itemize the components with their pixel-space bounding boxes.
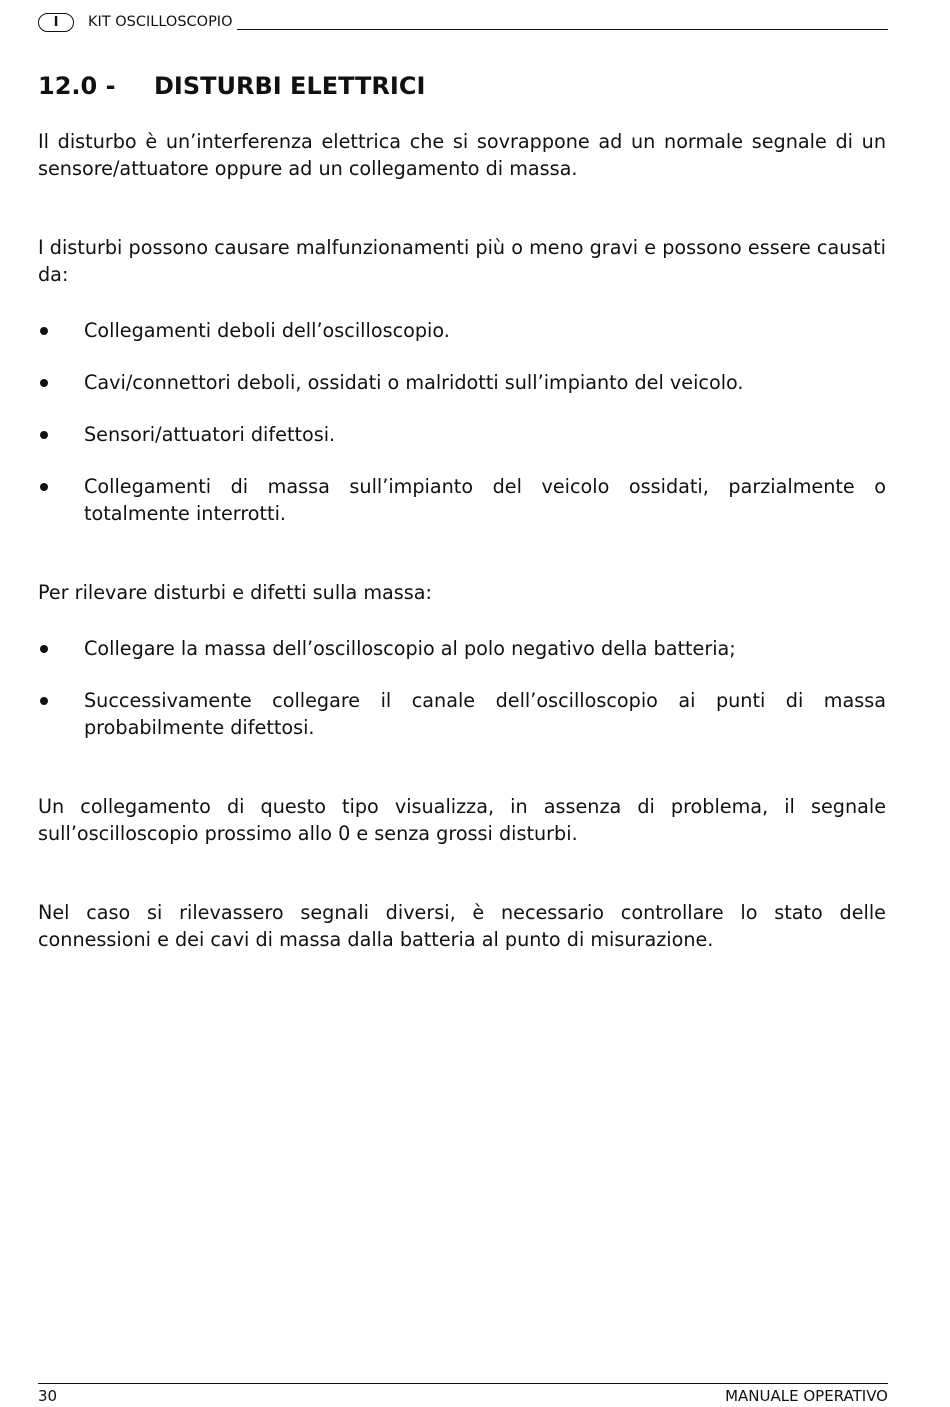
list-item: Cavi/connettori deboli, ossidati o malridotti sull’impianto del veicolo. bbox=[38, 369, 886, 396]
causes-list bbox=[38, 317, 886, 527]
result-paragraph: Un collegamento di questo tipo visualizza, in assenza di problema, il segnale sull’oscilloscopio prossimo allo 0 e senza grossi disturbi. bbox=[38, 795, 886, 845]
page-number: 30 bbox=[38, 1387, 58, 1405]
bullet-icon bbox=[40, 645, 48, 653]
steps-list bbox=[38, 635, 886, 741]
conclusion-paragraph: Nel caso si rilevassero segnali diversi, è necessario controllare lo stato delle connessioni e dei cavi di massa dalla batteria al punto di misurazione. bbox=[38, 901, 886, 951]
language-badge: I bbox=[38, 13, 74, 32]
footer-manual-label: MANUALE OPERATIVO bbox=[725, 1387, 888, 1405]
section-number: 12.0 - bbox=[38, 72, 116, 100]
bullet-icon bbox=[40, 483, 48, 491]
header-title: KIT OSCILLOSCOPIO bbox=[88, 14, 233, 30]
list-item: Collegamenti deboli dell’oscilloscopio. bbox=[38, 317, 886, 344]
footer-rule bbox=[38, 1383, 888, 1384]
list-item: Sensori/attuatori difettosi. bbox=[38, 421, 886, 448]
intro-paragraph: Il disturbo è un’interferenza elettrica che si sovrappone ad un normale segnale di un sensore/attuatore oppure ad un collegamento di massa. bbox=[38, 130, 886, 180]
list-item: Successivamente collegare il canale dell’oscilloscopio ai punti di massa probabilmente difettosi. bbox=[38, 687, 886, 741]
header-rule bbox=[237, 29, 889, 30]
section-title: DISTURBI ELETTRICI bbox=[154, 72, 426, 100]
detect-intro-paragraph: Per rilevare disturbi e difetti sulla massa: bbox=[38, 581, 432, 604]
bullet-icon bbox=[40, 697, 48, 705]
list-item: Collegamenti di massa sull’impianto del veicolo ossidati, parzialmente o totalmente interrotti. bbox=[38, 473, 886, 527]
bullet-icon bbox=[40, 327, 48, 335]
list-item: Collegare la massa dell’oscilloscopio al polo negativo della batteria; bbox=[38, 635, 886, 662]
causes-intro-paragraph: I disturbi possono causare malfunzionamenti più o meno gravi e possono essere causati da: bbox=[38, 236, 886, 286]
page-header bbox=[38, 11, 888, 33]
section-heading bbox=[38, 72, 425, 100]
bullet-icon bbox=[40, 379, 48, 387]
bullet-icon bbox=[40, 431, 48, 439]
page-content bbox=[38, 128, 886, 953]
